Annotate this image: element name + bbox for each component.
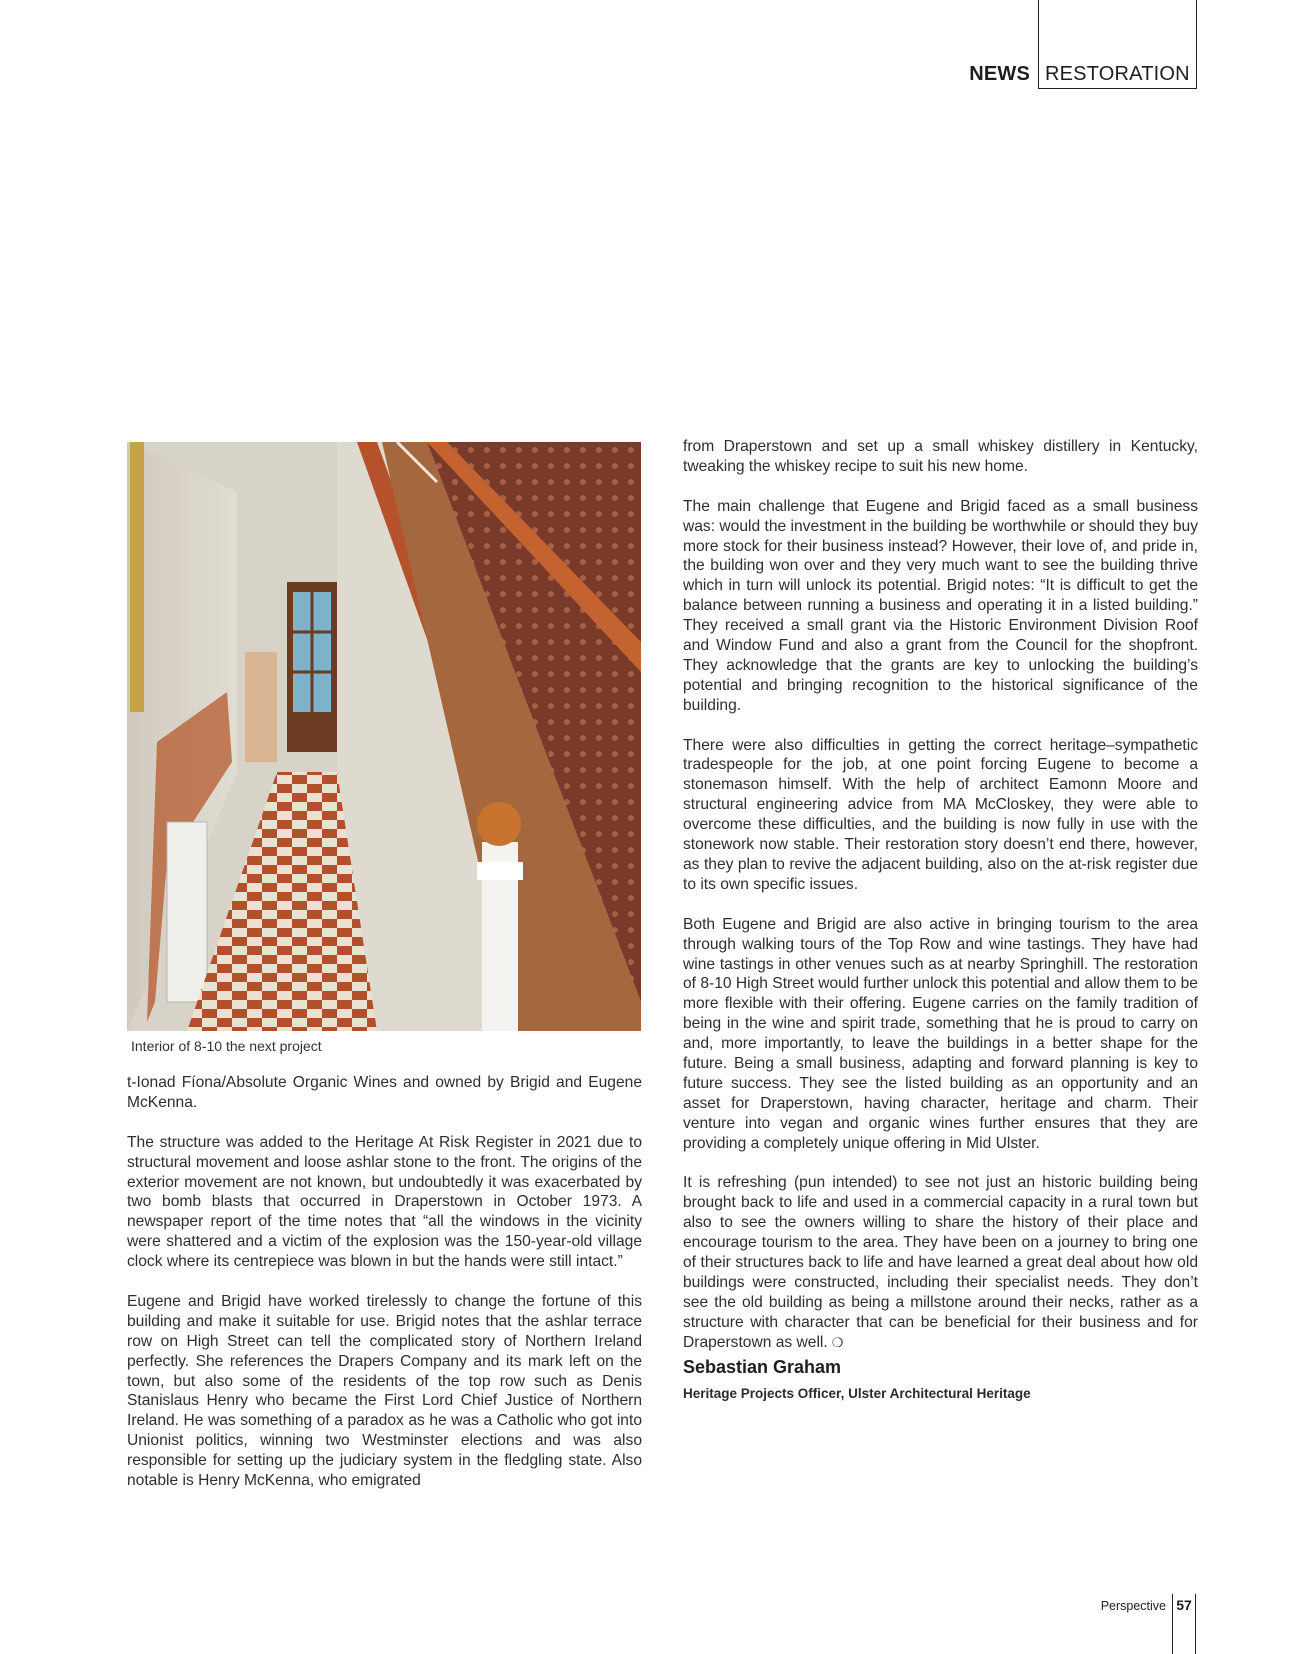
interior-photo [127, 442, 641, 1031]
body-paragraph: t-Ionad Fíona/Absolute Organic Wines and owned by Brigid and Eugene McKenna. [127, 1074, 642, 1111]
left-column [127, 1073, 642, 1511]
body-paragraph: The main challenge that Eugene and Brigid faced as a small business was: would the investment in the building be worthwhile or should they buy more stock for their business instead? However, their love of, and pride in, the building won over and they very much want to see the building thrive which in turn will unlock its potential. Brigid notes: “It is difficult to get the balance between running a business and operating it in a listed building.” They received a small grant via the Historic Environment Division Roof and Window Fund and also a grant from the Council for the shopfront. They acknowledge that the grants are key to unlocking the building’s potential and bringing recognition to the historical significance of the building. [683, 497, 1198, 714]
author-role: Heritage Projects Officer, Ulster Architectural Heritage [683, 1385, 1031, 1401]
final-paragraph-text: It is refreshing (pun intended) to see not just an historic building being brought back to life and used in a commercial capacity in a rural town but also to see the owners willing to share the history of their place and encourage tourism to the area. They have been on a journey to bring one of their structures back to life and have learned a great deal about how old buildings were constructed, including their specialist needs. They don’t see the old building as being a millstone around their necks, rather as a structure with character that can be beneficial for their business and for Draperstown as well. [683, 1174, 1198, 1351]
body-paragraph: There were also difficulties in getting the correct heritage–sympathetic tradespeople for the job, at one point forcing Eugene to become a stonemason himself. With the help of architect Eamonn Moore and structural engineering advice from MA McCloskey, they were able to overcome these difficulties, and the building is now fully in use with the stonework now stable. Their restoration story doesn’t end there, however, as they plan to revive the adjacent building, also on the at-risk register due to its own specific issues. [683, 736, 1198, 893]
right-column [683, 437, 1198, 1403]
body-paragraph [683, 1173, 1198, 1352]
header-section-label: RESTORATION [1045, 63, 1190, 85]
header-news-label: NEWS [969, 63, 1030, 85]
body-paragraph: from Draperstown and set up a small whiskey distillery in Kentucky, tweaking the whiskey recipe to suit his new home. [683, 438, 1198, 475]
page-number: 57 [1172, 1594, 1196, 1654]
body-paragraph: Both Eugene and Brigid are also active in bringing tourism to the area through walking tours of the Top Row and wine tastings. They have had wine tastings in other venues such as at nearby Springhill. The restoration of 8-10 High Street would further unlock this potential and allow them to be more flexible with their offering. Eugene carries on the family tradition of being in the wine and spirit trade, something that he is proud to carry on and, more importantly, to leave the buildings in a better shape for the future. Being a small business, adapting and forward planning is key to future success. They see the listed building as an opportunity and an asset for Draperstown, having character, heritage and charm. Their venture into vegan and organic wines further ensures that they are providing a completely unique offering in Mid Ulster. [683, 915, 1198, 1152]
end-of-article-icon: ❍ [831, 1334, 844, 1350]
image-caption: Interior of 8-10 the next project [131, 1038, 322, 1054]
body-paragraph: Eugene and Brigid have worked tirelessly to change the fortune of this building and make it suitable for use. Brigid notes that the ashlar terrace row on High Street can tell the complicated story of Northern Ireland perfectly. She references the Drapers Company and its mark left on the town, but also some of the residents of the top row such as Denis Stanislaus Henry who became the First Lord Chief Justice of Northern Ireland. He was something of a paradox as he was a Catholic who got into Unionist politics, winning two Westminster elections and was also responsible for setting up the judiciary system in the fledgling state. Also notable is Henry McKenna, who emigrated [127, 1292, 642, 1490]
body-paragraph: The structure was added to the Heritage At Risk Register in 2021 due to structural movement and loose ashlar stone to the front. The origins of the exterior movement are not known, but undoubtedly it was exacerbated by two bomb blasts that occurred in Draperstown in October 1973. A newspaper report of the time notes that “all the windows in the vicinity were shattered and a victim of the explosion was the 150-year-old village clock where its centrepiece was blown in but the hands were still intact.” [127, 1133, 642, 1271]
footer-magazine-title: Perspective [1100, 1599, 1166, 1613]
author-name: Sebastian Graham [683, 1356, 842, 1377]
